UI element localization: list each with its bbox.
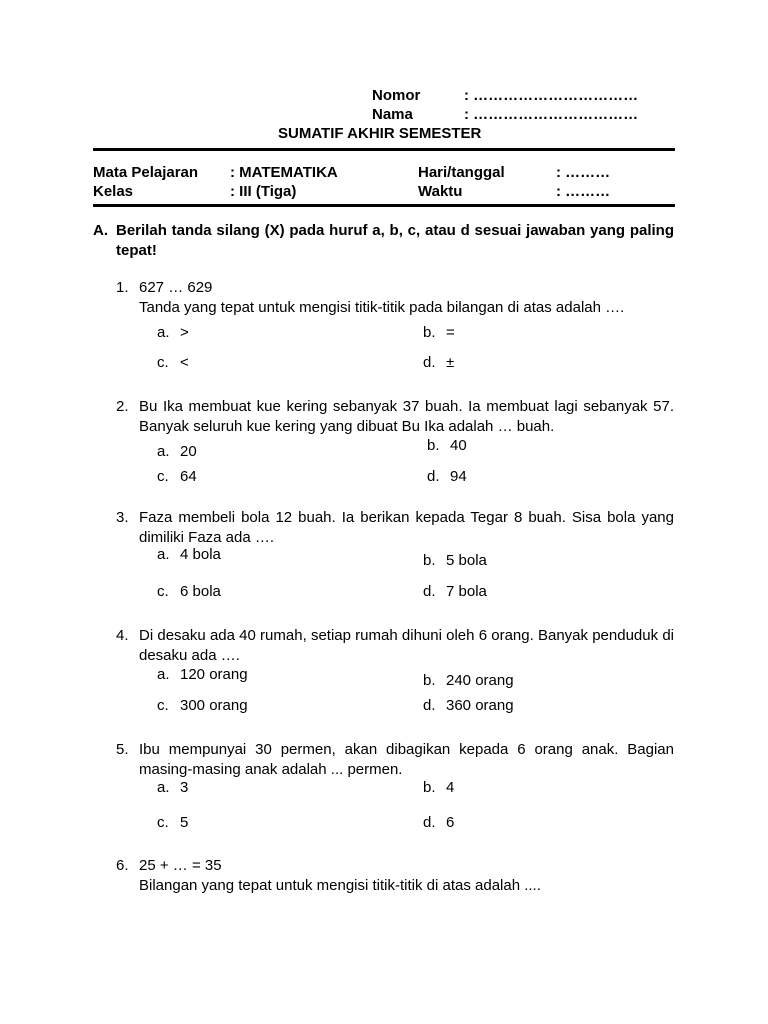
option-letter: c. — [157, 354, 169, 371]
option-a[interactable]: 120 orang — [180, 666, 248, 683]
question-number: 4. — [116, 627, 129, 644]
option-letter: b. — [423, 552, 436, 569]
question-number: 1. — [116, 279, 129, 296]
option-letter: d. — [423, 697, 436, 714]
question-number: 6. — [116, 857, 129, 874]
option-d[interactable]: 94 — [450, 468, 467, 485]
option-letter: a. — [157, 779, 170, 796]
option-letter: b. — [427, 437, 440, 454]
option-c[interactable]: 5 — [180, 814, 189, 831]
option-letter: b. — [423, 672, 436, 689]
question-text: Faza membeli bola 12 buah. Ia berikan kepada Tegar 8 buah. Sisa bola yang dimiliki Faza ada …. — [139, 509, 674, 546]
option-c[interactable]: 300 orang — [180, 697, 248, 714]
option-letter: d. — [423, 814, 436, 831]
hari-label: Hari/tanggal — [418, 164, 505, 181]
option-letter: c. — [157, 814, 169, 831]
mapel-value: : MATEMATIKA — [230, 164, 338, 181]
question-text: Di desaku ada 40 rumah, setiap rumah dihuni oleh 6 orang. Banyak penduduk di desaku ada …. — [139, 627, 674, 664]
option-c[interactable]: < — [180, 354, 189, 371]
hari-value: : ……… — [556, 164, 611, 181]
option-letter: c. — [157, 468, 169, 485]
option-d[interactable]: ± — [446, 354, 455, 371]
option-letter: b. — [423, 324, 436, 341]
option-letter: d. — [423, 354, 436, 371]
top-rule — [93, 148, 675, 151]
nama-label: Nama — [372, 106, 413, 123]
option-c[interactable]: 64 — [180, 468, 197, 485]
option-c[interactable]: 6 bola — [180, 583, 221, 600]
kelas-value: : III (Tiga) — [230, 183, 297, 200]
nama-value: : …………………………… — [464, 106, 639, 123]
option-letter: a. — [157, 666, 170, 683]
option-b[interactable]: 240 orang — [446, 672, 514, 689]
option-d[interactable]: 6 — [446, 814, 455, 831]
option-b[interactable]: = — [446, 324, 455, 341]
mapel-label: Mata Pelajaran — [93, 164, 199, 181]
option-d[interactable]: 360 orang — [446, 697, 514, 714]
waktu-value: : ……… — [556, 183, 611, 200]
option-a[interactable]: 3 — [180, 779, 189, 796]
section-instruction: Berilah tanda silang (X) pada huruf a, b, c, atau d sesuai jawaban yang paling tepat! — [116, 222, 674, 259]
option-a[interactable]: 4 bola — [180, 546, 221, 563]
page-title: SUMATIF AKHIR SEMESTER — [278, 125, 482, 142]
option-letter: c. — [157, 697, 169, 714]
option-letter: a. — [157, 324, 170, 341]
question-text: 627 … 629 — [139, 279, 213, 296]
question-text: Tanda yang tepat untuk mengisi titik-titik pada bilangan di atas adalah …. — [139, 299, 625, 316]
question-text: Ibu mempunyai 30 permen, akan dibagikan kepada 6 orang anak. Bagian masing-masing anak adalah ... permen. — [139, 741, 674, 778]
option-a[interactable]: 20 — [180, 443, 197, 460]
option-d[interactable]: 7 bola — [446, 583, 487, 600]
option-b[interactable]: 40 — [450, 437, 467, 454]
option-a[interactable]: > — [180, 324, 189, 341]
option-letter: d. — [427, 468, 440, 485]
option-b[interactable]: 4 — [446, 779, 455, 796]
nomor-label: Nomor — [372, 87, 421, 104]
question-number: 5. — [116, 741, 129, 758]
question-text: Bu Ika membuat kue kering sebanyak 37 buah. Ia membuat lagi sebanyak 57. Banyak seluruh kue kering yang dibuat Bu Ika adalah … buah. — [139, 398, 674, 435]
question-number: 2. — [116, 398, 129, 415]
kelas-label: Kelas — [93, 183, 134, 200]
nomor-value: : …………………………… — [464, 87, 639, 104]
question-text: 25 + … = 35 — [139, 857, 222, 874]
option-b[interactable]: 5 bola — [446, 552, 487, 569]
option-letter: d. — [423, 583, 436, 600]
option-letter: b. — [423, 779, 436, 796]
bottom-rule — [93, 204, 675, 207]
option-letter: a. — [157, 546, 170, 563]
question-text: Bilangan yang tepat untuk mengisi titik-titik di atas adalah .... — [139, 877, 541, 894]
question-number: 3. — [116, 509, 129, 526]
option-letter: c. — [157, 583, 169, 600]
waktu-label: Waktu — [418, 183, 463, 200]
option-letter: a. — [157, 443, 170, 460]
section-letter: A. — [93, 222, 108, 239]
